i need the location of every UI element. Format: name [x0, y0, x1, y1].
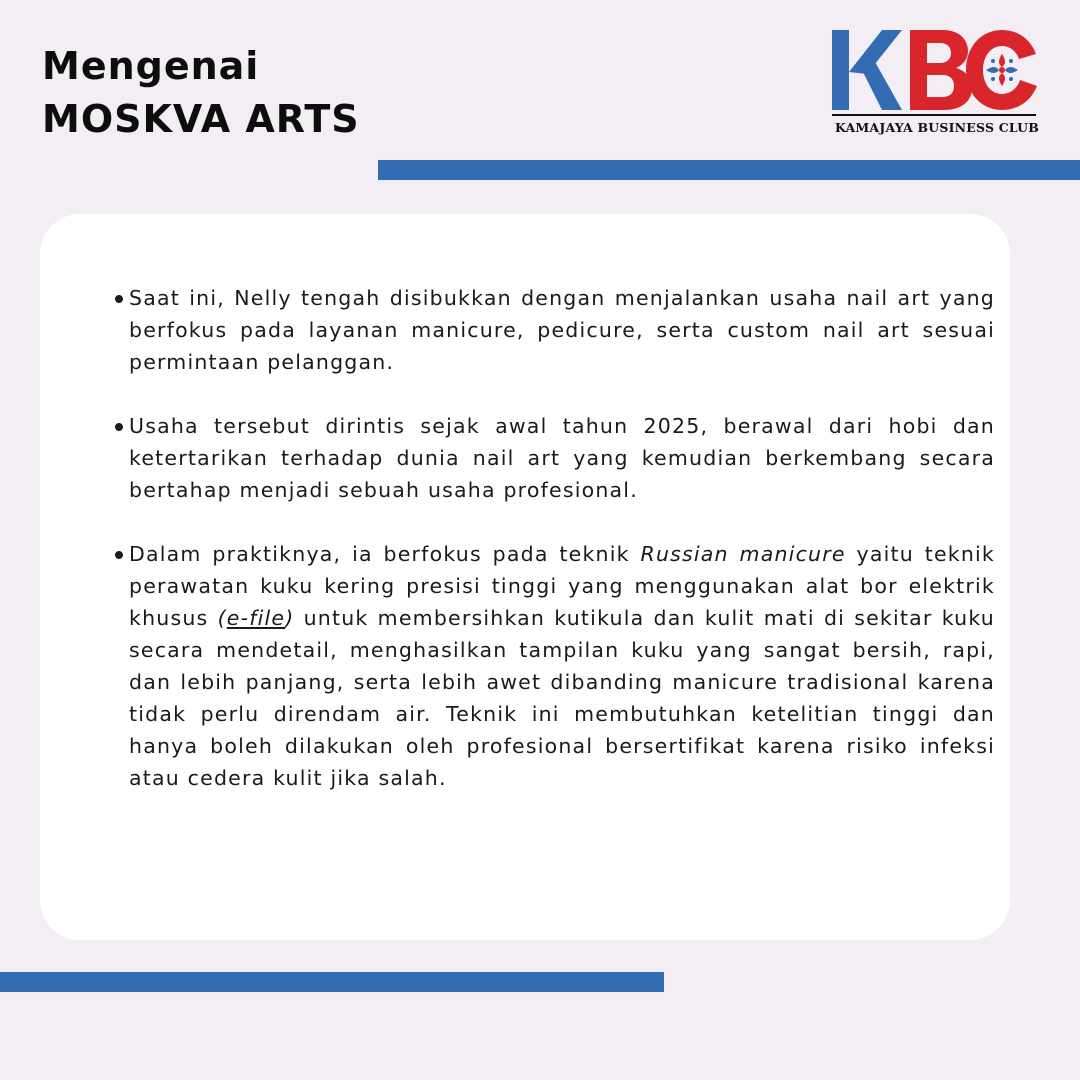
kbc-logo	[830, 26, 1044, 138]
bullet-icon	[115, 295, 123, 303]
efile-open: (	[217, 606, 227, 630]
bullet-list	[88, 282, 995, 826]
bullet-icon	[115, 551, 123, 559]
list-item	[88, 410, 995, 506]
item-text: Saat ini, Nelly tengah disibukkan dengan menjalankan usaha nail art yang berfokus pada layanan manicure, pedicure, serta custom nail art sesuai permintaan pelanggan.	[129, 286, 995, 374]
list-item	[88, 282, 995, 378]
item-text: Usaha tersebut dirintis sejak awal tahun 2025, berawal dari hobi dan ketertarikan terhadap dunia nail art yang kemudian berkembang secara bertahap menjadi sebuah usaha profesional.	[129, 414, 995, 502]
content-card	[40, 214, 1010, 940]
accent-bar-bottom	[0, 972, 664, 992]
title-line-2: MOSKVA ARTS	[42, 97, 360, 141]
title-line-1: Mengenai	[42, 44, 260, 88]
efile-close: )	[285, 606, 295, 630]
kbc-logo-mark	[830, 26, 1044, 118]
logo-caption: KAMAJAYA BUSINESS CLUB	[834, 120, 1040, 135]
bullet-icon	[115, 423, 123, 431]
page-title	[42, 40, 360, 146]
item-text-part2: yaitu teknik perawatan kuku kering presisi tinggi yang menggunakan alat bor elektrik khusus	[129, 542, 995, 630]
list-item	[88, 538, 995, 794]
accent-bar-top	[378, 160, 1080, 180]
russian-manicure-term: Russian manicure	[640, 542, 846, 566]
ornament-icon	[986, 54, 1018, 86]
efile-text: e-file	[226, 606, 286, 630]
item-text-part1: Dalam praktiknya, ia berfokus pada teknik	[129, 542, 641, 566]
efile-term	[218, 606, 295, 630]
item-text-part3: untuk membersihkan kutikula dan kulit mati di sekitar kuku secara mendetail, menghasilkan tampilan kuku yang sangat bersih, rapi, dan lebih panjang, serta lebih awet dibanding manicure tradisional karena tidak perlu direndam air. Teknik ini membutuhkan ketelitian tinggi dan hanya boleh dilakukan oleh profesional bersertifikat karena risiko infeksi atau cedera kulit jika salah.	[129, 606, 995, 790]
